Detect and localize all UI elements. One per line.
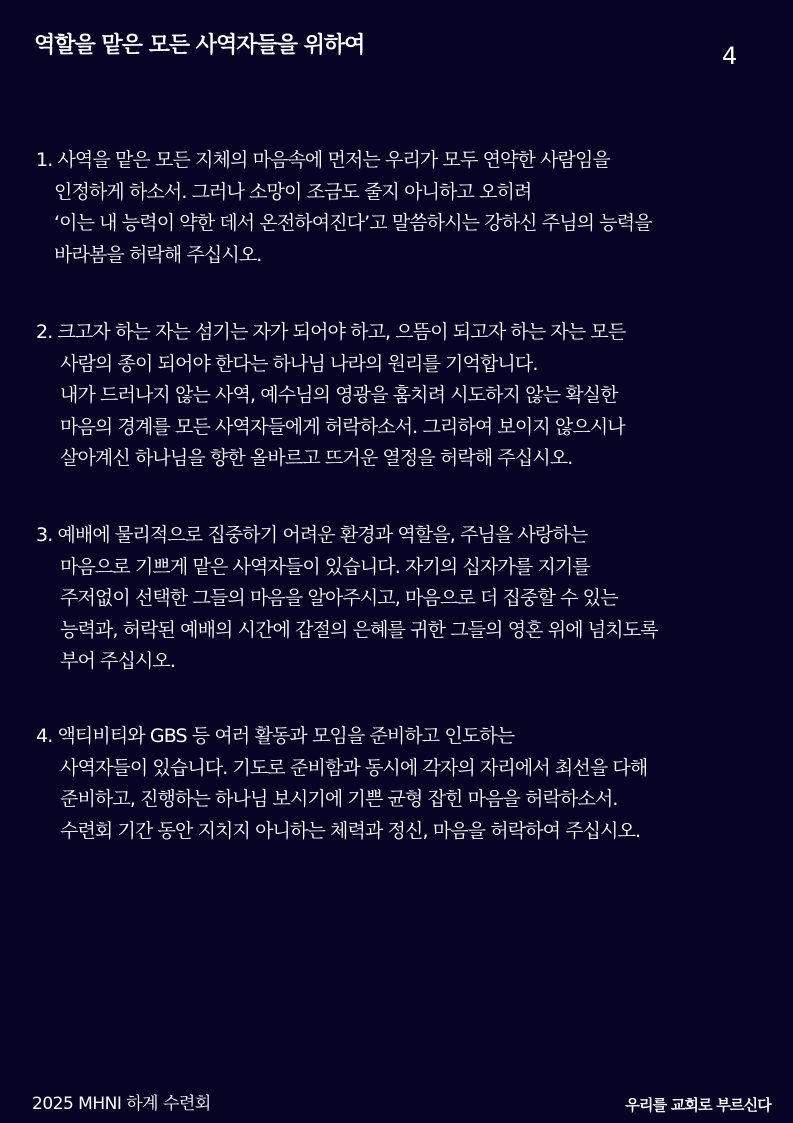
footer-event-label: 2025 MHNI 하계 수련회 [32, 1094, 211, 1114]
prayer-line: 사람의 종이 되어야 한다는 하나님 나라의 원리를 기억합니다. [60, 352, 538, 375]
prayer-item-1 [36, 145, 776, 271]
prayer-line: 부어 주십시오. [60, 650, 176, 672]
prayer-line: 사역자들이 있습니다. 기도로 준비함과 동시에 각자의 자리에서 최선을 다해 [60, 756, 648, 779]
page-title: 역할을 맡은 모든 사역자들을 위하여 [34, 33, 365, 58]
prayer-item-3 [36, 520, 776, 678]
prayer-line: 3. 예배에 물리적으로 집중하기 어려운 환경과 역할을, 주님을 사랑하는 [36, 524, 588, 546]
prayer-item-4 [36, 721, 776, 847]
prayer-line: 내가 드러나지 않는 사역, 예수님의 영광을 훔치려 시도하지 않는 확실한 [60, 384, 618, 406]
prayer-line: 살아계신 하나님을 향한 올바르고 뜨거운 열정을 허락해 주십시오. [60, 447, 573, 469]
prayer-line: 주저없이 선택한 그들의 마음을 알아주시고, 마음으로 더 집중할 수 있는 [60, 587, 618, 609]
footer-slogan: 우리를 교회로 부르신다 [625, 1096, 771, 1114]
prayer-line: 마음의 경계를 모든 사역자들에게 허락하소서. 그리하여 보이지 않으시나 [60, 415, 625, 438]
prayer-line: ‘이는 내 능력이 약한 데서 온전하여진다’고 말씀하시는 강하신 주님의 능력을 [54, 212, 652, 234]
prayer-line: 마음으로 기쁘게 맡은 사역자들이 있습니다. 자기의 십자가를 지기를 [60, 555, 590, 578]
prayer-line: 준비하고, 진행하는 하나님 보시기에 기쁜 균형 잡힌 마음을 허락하소서. [60, 788, 618, 810]
prayer-line: 인정하게 하소서. 그러나 소망이 조금도 줄지 아니하고 오히려 [54, 180, 532, 203]
prayer-line: 능력과, 허락된 예배의 시간에 갑절의 은혜를 귀한 그들의 영혼 위에 넘치도록 [60, 618, 658, 641]
prayer-line: 4. 액티비티와 GBS 등 여러 활동과 모임을 준비하고 인도하는 [36, 725, 515, 747]
prayer-line: 수련회 기간 동안 지치지 아니하는 체력과 정신, 마음을 허락하여 주십시오. [60, 819, 641, 842]
prayer-line: 1. 사역을 맡은 모든 지체의 마음속에 먼저는 우리가 모두 연약한 사람임을 [36, 149, 610, 171]
page-number: 4 [722, 42, 738, 70]
prayer-line: 바라봄을 허락해 주십시오. [54, 243, 262, 266]
prayer-line: 2. 크고자 하는 자는 섬기는 자가 되어야 하고, 으뜸이 되고자 하는 자는 모든 [36, 321, 626, 343]
prayer-item-2 [36, 317, 776, 475]
